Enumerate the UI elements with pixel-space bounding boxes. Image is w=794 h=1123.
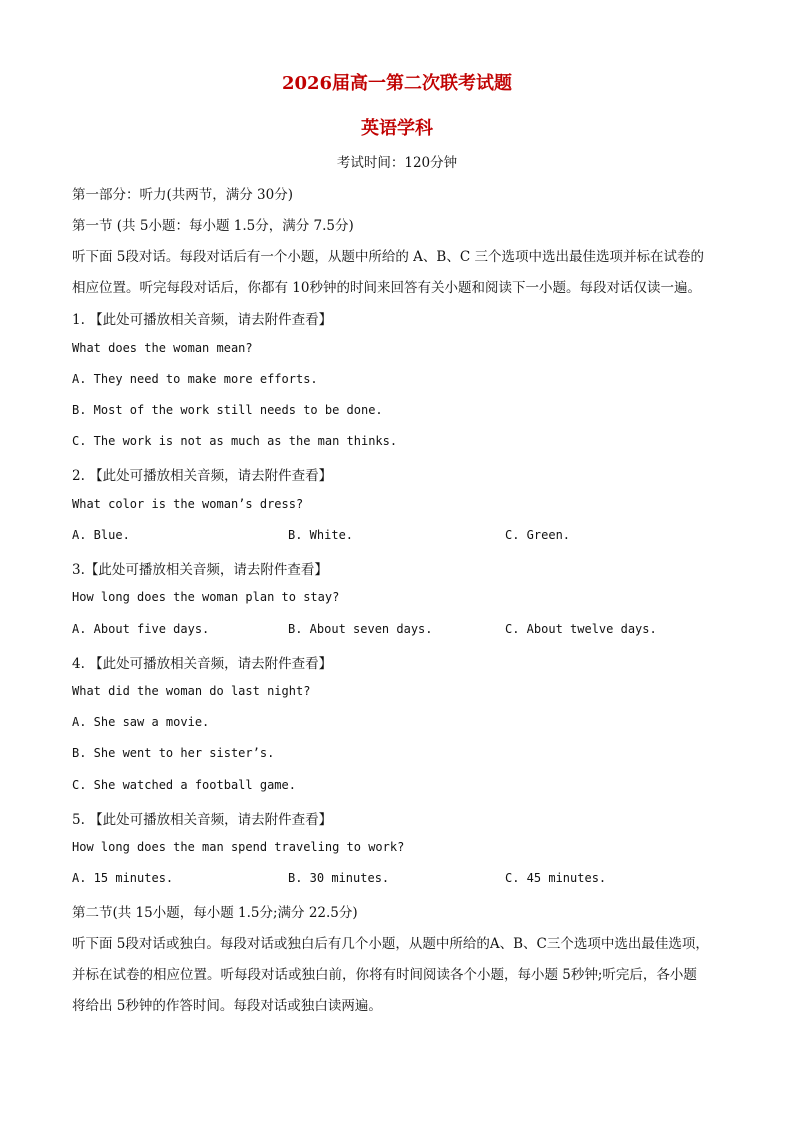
- section2-instruction-line: 并标在试卷的相应位置。听每段对话或独白前，你将有时间阅读各个小题，每小题 5秒钟;听完后，各小题: [72, 967, 697, 983]
- option-c: C. 45 minutes.: [505, 871, 607, 885]
- question-label: 5. 【此处可播放相关音频，请去附件查看】: [72, 812, 333, 828]
- question-text: What color is the woman’s dress?: [72, 497, 304, 511]
- question-label: 3.【此处可播放相关音频，请去附件查看】: [72, 562, 328, 578]
- option-a: A. 15 minutes.: [72, 871, 174, 885]
- question-text: What does the woman mean?: [72, 341, 253, 355]
- question-label: 2. 【此处可播放相关音频，请去附件查看】: [72, 468, 333, 484]
- option-b: B. About seven days.: [288, 622, 433, 636]
- option-c: C. Green.: [505, 528, 571, 542]
- question-text: What did the woman do last night?: [72, 684, 311, 698]
- exam-time: 考试时间：120分钟: [336, 155, 458, 171]
- section1-instruction-line: 听下面 5段对话。每段对话后有一个小题，从题中所给的 A、B、C 三个选项中选出最佳选项并标在试卷的: [72, 249, 704, 265]
- option-a: A. They need to make more efforts.: [72, 372, 318, 386]
- section2-heading: 第二节(共 15小题，每小题 1.5分;满分 22.5分): [72, 905, 358, 921]
- part1-heading: 第一部分：听力(共两节，满分 30分): [72, 187, 294, 203]
- subject-title: 英语学科: [361, 118, 433, 139]
- question-text: How long does the woman plan to stay?: [72, 590, 340, 604]
- section1-heading: 第一节 (共 5小题：每小题 1.5分，满分 7.5分): [72, 218, 354, 234]
- option-b: B. White.: [288, 528, 354, 542]
- option-b: B. Most of the work still needs to be done.: [72, 403, 383, 417]
- option-a: A. Blue.: [72, 528, 130, 542]
- option-c: C. She watched a football game.: [72, 778, 296, 792]
- option-c: C. The work is not as much as the man thinks.: [72, 434, 398, 448]
- exam-title: 2026届高一第二次联考试题: [281, 73, 513, 94]
- question-label: 4. 【此处可播放相关音频，请去附件查看】: [72, 656, 333, 672]
- option-a: A. About five days.: [72, 622, 210, 636]
- section1-instruction-line: 相应位置。听完每段对话后，你都有 10秒钟的时间来回答有关小题和阅读下一小题。每段对话仅读一遍。: [72, 280, 701, 296]
- option-c: C. About twelve days.: [505, 622, 657, 636]
- option-b: B. 30 minutes.: [288, 871, 390, 885]
- question-text: How long does the man spend traveling to work?: [72, 840, 405, 854]
- section2-instruction-line: 将给出 5秒钟的作答时间。每段对话或独白读两遍。: [72, 998, 382, 1014]
- section2-instruction-line: 听下面 5段对话或独白。每段对话或独白后有几个小题，从题中所给的A、B、C三个选项中选出最佳选项，: [72, 936, 709, 952]
- option-b: B. She went to her sister’s.: [72, 746, 275, 760]
- option-a: A. She saw a movie.: [72, 715, 210, 729]
- question-label: 1. 【此处可播放相关音频，请去附件查看】: [72, 312, 333, 328]
